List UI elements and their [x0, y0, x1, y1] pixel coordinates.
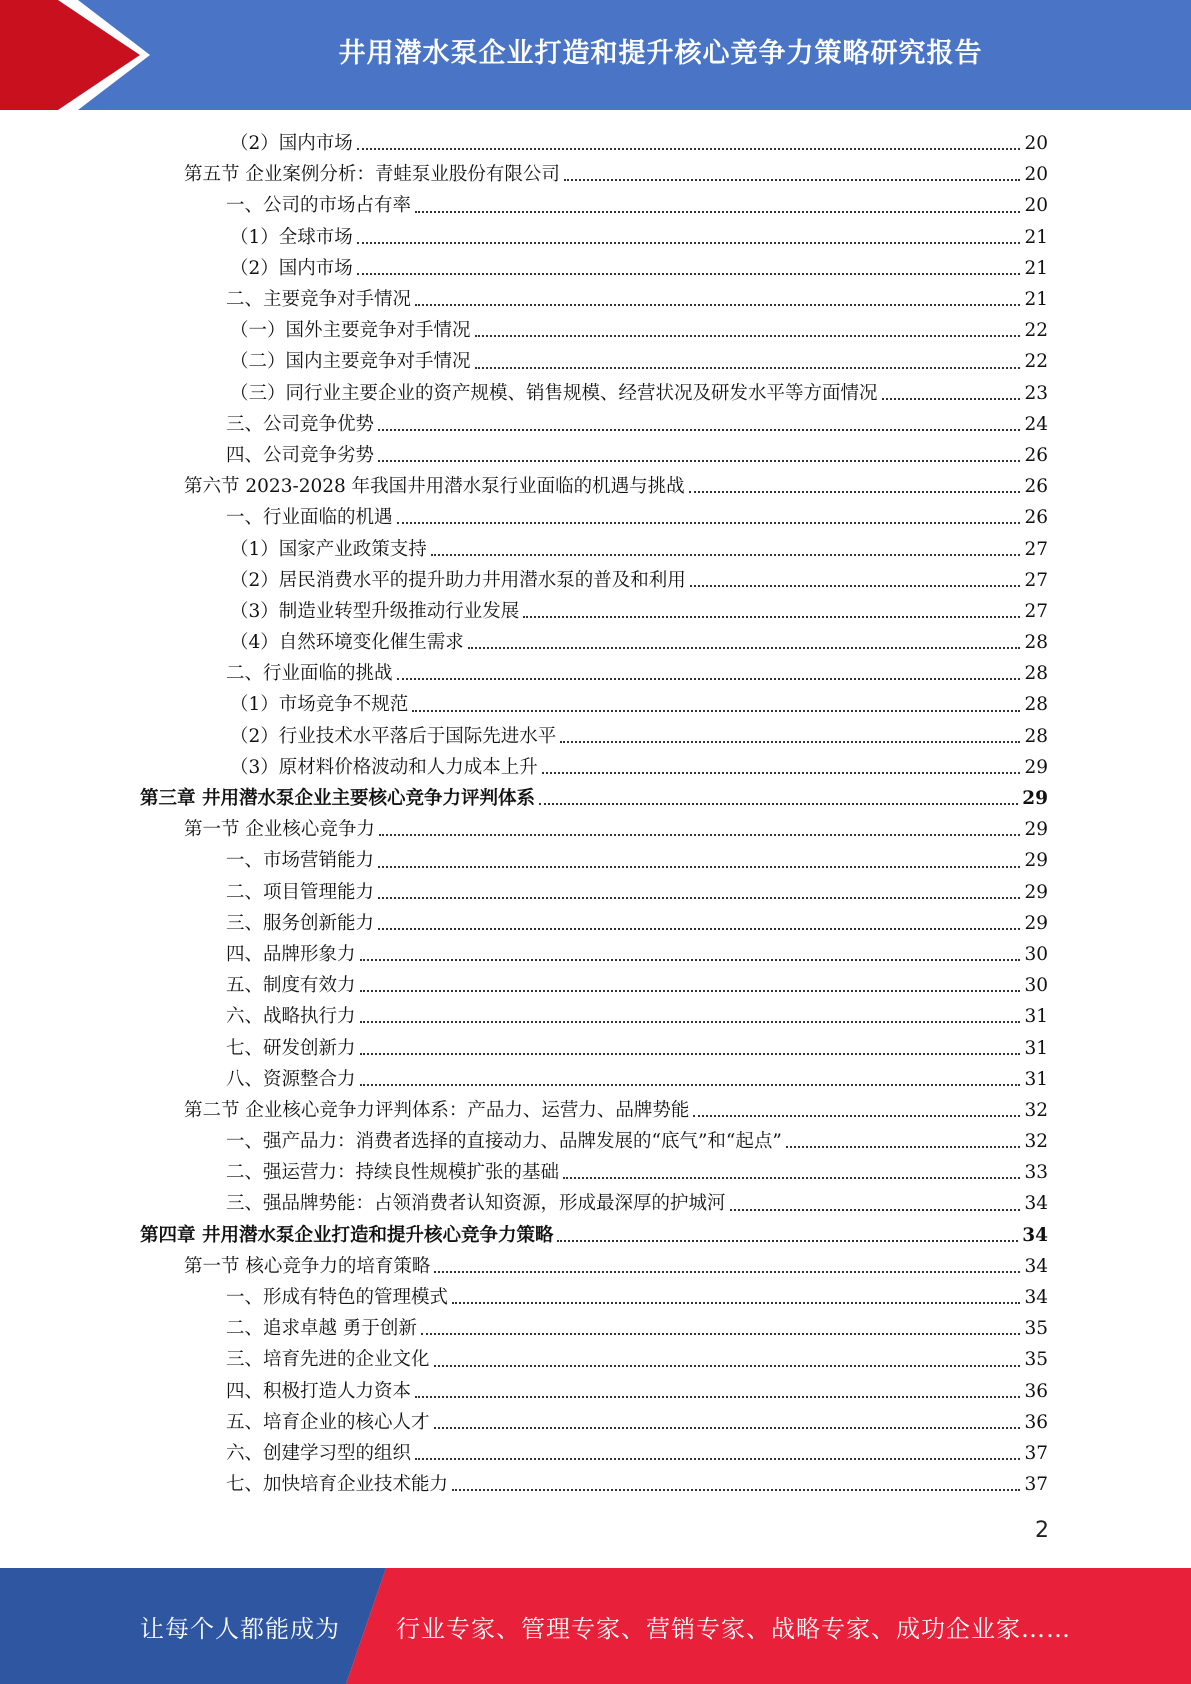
toc-entry[interactable]: [140, 1157, 1048, 1188]
toc-entry-title: 四、公司竞争劣势: [226, 444, 375, 466]
toc-entry[interactable]: [140, 1438, 1048, 1469]
toc-entry-page: 26: [1024, 507, 1048, 529]
toc-entry-page: 24: [1024, 413, 1048, 435]
toc-entry[interactable]: [140, 346, 1048, 377]
toc-entry[interactable]: [140, 783, 1048, 814]
toc-entry-page: 35: [1024, 1318, 1048, 1340]
page-number: 2: [1035, 1518, 1049, 1543]
toc-leader-dots: [357, 148, 1021, 150]
toc-leader-dots: [690, 585, 1021, 587]
toc-leader-dots: [564, 179, 1021, 181]
toc-entry-title: 第三章 井用潜水泵企业主要核心竞争力评判体系: [140, 788, 535, 810]
toc-entry[interactable]: [140, 752, 1048, 783]
toc-entry-page: 29: [1022, 788, 1048, 810]
toc-entry-title: 四、积极打造人力资本: [226, 1380, 412, 1402]
toc-entry-page: 34: [1022, 1224, 1048, 1246]
toc-entry-title: 四、品牌形象力: [226, 943, 356, 965]
toc-entry[interactable]: [140, 1407, 1048, 1438]
toc-leader-dots: [378, 928, 1020, 930]
toc-entry-page: 22: [1024, 320, 1048, 342]
toc-entry[interactable]: [140, 378, 1048, 409]
toc-leader-dots: [786, 1146, 1021, 1148]
toc-leader-dots: [882, 398, 1021, 400]
toc-entry-page: 35: [1024, 1349, 1048, 1371]
toc-entry-page: 28: [1024, 694, 1048, 716]
toc-leader-dots: [357, 242, 1021, 244]
toc-entry[interactable]: [140, 284, 1048, 315]
toc-entry[interactable]: [140, 128, 1048, 159]
toc-entry-title: 二、追求卓越 勇于创新: [226, 1318, 417, 1340]
toc-entry-title: 一、形成有特色的管理模式: [226, 1287, 449, 1309]
toc-entry[interactable]: [140, 159, 1048, 190]
toc-leader-dots: [360, 959, 1021, 961]
toc-entry-page: 37: [1024, 1474, 1048, 1496]
toc-entry-title: 二、行业面临的挑战: [226, 663, 393, 685]
toc-entry-page: 29: [1024, 819, 1048, 841]
toc-entry-page: 37: [1024, 1442, 1048, 1464]
toc-entry-page: 29: [1024, 881, 1048, 903]
toc-leader-dots: [397, 522, 1021, 524]
toc-leader-dots: [468, 647, 1021, 649]
toc-leader-dots: [378, 866, 1020, 868]
toc-entry-page: 23: [1024, 382, 1048, 404]
toc-entry[interactable]: [140, 533, 1048, 564]
toc-leader-dots: [378, 897, 1020, 899]
toc-leader-dots: [357, 273, 1021, 275]
toc-entry[interactable]: [140, 502, 1048, 533]
toc-entry-page: 32: [1024, 1131, 1048, 1153]
toc-entry[interactable]: [140, 596, 1048, 627]
toc-entry-title: （2）行业技术水平落后于国际先进水平: [230, 725, 557, 747]
toc-entry[interactable]: [140, 1095, 1048, 1126]
toc-entry[interactable]: [140, 877, 1048, 908]
toc-entry-page: 26: [1024, 476, 1048, 498]
toc-entry-page: 27: [1024, 538, 1048, 560]
toc-leader-dots: [560, 741, 1020, 743]
toc-entry-title: 五、培育企业的核心人才: [226, 1411, 430, 1433]
toc-entry[interactable]: [140, 1251, 1048, 1282]
footer-slogan-left: 让每个人都能成为: [140, 1614, 340, 1643]
toc-leader-dots: [360, 1021, 1021, 1023]
header-band: [0, 0, 1191, 110]
toc-leader-dots: [360, 1053, 1021, 1055]
toc-entry-page: 29: [1024, 756, 1048, 778]
toc-entry-title: （1）市场竞争不规范: [230, 694, 409, 716]
toc-entry-title: 三、强品牌势能：占领消费者认知资源，形成最深厚的护城河: [226, 1193, 726, 1215]
toc-leader-dots: [523, 616, 1020, 618]
toc-leader-dots: [360, 1084, 1021, 1086]
toc-leader-dots: [415, 1458, 1020, 1460]
toc-entry-title: （2）国内市场: [230, 133, 353, 155]
toc-leader-dots: [415, 304, 1020, 306]
toc-entry[interactable]: [140, 222, 1048, 253]
toc-entry-title: （4）自然环境变化催生需求: [230, 632, 464, 654]
toc-leader-dots: [378, 429, 1020, 431]
toc-leader-dots: [689, 491, 1021, 493]
toc-entry-title: （1）国家产业政策支持: [230, 538, 427, 560]
toc-leader-dots: [360, 990, 1021, 992]
toc-entry-title: （2）国内市场: [230, 257, 353, 279]
toc-entry-title: 二、强运营力：持续良性规模扩张的基础: [226, 1162, 560, 1184]
toc-entry-page: 21: [1024, 226, 1048, 248]
toc-entry[interactable]: [140, 1064, 1048, 1095]
toc-leader-dots: [452, 1302, 1020, 1304]
toc-entry-title: 第五节 企业案例分析：青蛙泵业股份有限公司: [184, 164, 560, 186]
toc-entry-title: 六、战略执行力: [226, 1006, 356, 1028]
toc-entry[interactable]: [140, 315, 1048, 346]
footer-slogan-right: 行业专家、管理专家、营销专家、战略专家、成功企业家……: [396, 1614, 1071, 1643]
toc-entry-title: 三、服务创新能力: [226, 912, 375, 934]
toc-entry-title: 二、项目管理能力: [226, 881, 375, 903]
toc-entry[interactable]: [140, 1001, 1048, 1032]
toc-entry-title: 第四章 井用潜水泵企业打造和提升核心竞争力策略: [140, 1224, 554, 1246]
toc-entry-title: 三、公司竞争优势: [226, 413, 375, 435]
toc-entry-title: （2）居民消费水平的提升助力井用潜水泵的普及和利用: [230, 569, 686, 591]
toc-entry-title: 七、加快培育企业技术能力: [226, 1474, 449, 1496]
toc-entry-title: （三）同行业主要企业的资产规模、销售规模、经营状况及研发水平等方面情况: [230, 382, 878, 404]
toc-entry-page: 34: [1024, 1193, 1048, 1215]
toc-entry-page: 30: [1024, 975, 1048, 997]
toc-leader-dots: [421, 1333, 1021, 1335]
toc-entry[interactable]: [140, 721, 1048, 752]
toc-leader-dots: [563, 1177, 1020, 1179]
toc-entry[interactable]: [140, 1344, 1048, 1375]
toc-entry-page: 31: [1024, 1006, 1048, 1028]
toc-entry[interactable]: [140, 1032, 1048, 1063]
toc-entry-title: 一、行业面临的机遇: [226, 507, 393, 529]
toc-entry-page: 36: [1024, 1411, 1048, 1433]
toc-entry-page: 29: [1024, 912, 1048, 934]
toc-leader-dots: [693, 1115, 1020, 1117]
toc-entry-title: （一）国外主要竞争对手情况: [230, 320, 471, 342]
toc-entry[interactable]: [140, 939, 1048, 970]
toc-leader-dots: [539, 803, 1018, 805]
toc-entry-title: （3）制造业转型升级推动行业发展: [230, 600, 520, 622]
toc-entry[interactable]: [140, 190, 1048, 221]
toc-entry[interactable]: [140, 814, 1048, 845]
toc-entry-page: 31: [1024, 1037, 1048, 1059]
toc-entry-page: 34: [1024, 1255, 1048, 1277]
toc-entry-page: 29: [1024, 850, 1048, 872]
toc-entry[interactable]: [140, 1126, 1048, 1157]
toc-entry-title: 七、研发创新力: [226, 1037, 356, 1059]
toc-entry-page: 21: [1024, 289, 1048, 311]
toc-entry-page: 31: [1024, 1068, 1048, 1090]
toc-entry-title: 五、制度有效力: [226, 975, 356, 997]
toc-leader-dots: [434, 1271, 1020, 1273]
toc-entry[interactable]: [140, 253, 1048, 284]
toc-entry-title: 第一节 核心竞争力的培育策略: [184, 1255, 431, 1277]
toc-entry[interactable]: [140, 845, 1048, 876]
toc-entry-page: 21: [1024, 257, 1048, 279]
toc-entry[interactable]: [140, 627, 1048, 658]
toc-entry[interactable]: [140, 1313, 1048, 1344]
toc-entry[interactable]: [140, 908, 1048, 939]
toc-entry-title: 一、强产品力：消费者选择的直接动力、品牌发展的“底气”和“起点”: [226, 1131, 782, 1153]
toc-leader-dots: [434, 1427, 1021, 1429]
toc-leader-dots: [379, 834, 1021, 836]
toc-entry-page: 36: [1024, 1380, 1048, 1402]
toc-entry-page: 34: [1024, 1287, 1048, 1309]
toc-entry-title: 二、主要竞争对手情况: [226, 289, 412, 311]
toc-entry-title: 一、市场营销能力: [226, 850, 375, 872]
toc-entry[interactable]: [140, 1188, 1048, 1219]
toc-leader-dots: [730, 1209, 1021, 1211]
toc-entry-title: 一、公司的市场占有率: [226, 195, 412, 217]
toc-entry-title: 三、培育先进的企业文化: [226, 1349, 430, 1371]
toc-entry-title: （二）国内主要竞争对手情况: [230, 351, 471, 373]
toc-leader-dots: [378, 460, 1020, 462]
header-arrow-icon: [0, 0, 160, 110]
toc-entry-page: 28: [1024, 632, 1048, 654]
toc-entry[interactable]: [140, 1220, 1048, 1251]
toc-entry[interactable]: [140, 1376, 1048, 1407]
toc-entry-page: 32: [1024, 1099, 1048, 1121]
toc-entry-page: 26: [1024, 444, 1048, 466]
toc-entry-page: 20: [1024, 195, 1048, 217]
toc-entry-title: 第六节 2023-2028 年我国井用潜水泵行业面临的机遇与挑战: [184, 476, 685, 498]
toc-entry-page: 28: [1024, 663, 1048, 685]
toc-entry[interactable]: [140, 689, 1048, 720]
toc-entry-page: 20: [1024, 133, 1048, 155]
toc-leader-dots: [412, 710, 1020, 712]
report-title: 井用潜水泵企业打造和提升核心竞争力策略研究报告: [338, 37, 983, 69]
toc-leader-dots: [397, 678, 1021, 680]
toc-entry-page: 28: [1024, 725, 1048, 747]
toc-entry-page: 27: [1024, 600, 1048, 622]
toc-leader-dots: [452, 1489, 1020, 1491]
toc-leader-dots: [415, 1396, 1020, 1398]
toc-entry[interactable]: [140, 658, 1048, 689]
table-of-contents: [140, 128, 1048, 1500]
toc-entry[interactable]: [140, 1282, 1048, 1313]
toc-entry-title: 第一节 企业核心竞争力: [184, 819, 375, 841]
toc-leader-dots: [415, 211, 1020, 213]
toc-entry[interactable]: [140, 970, 1048, 1001]
toc-entry[interactable]: [140, 1469, 1048, 1500]
toc-entry-title: （3）原材料价格波动和人力成本上升: [230, 756, 538, 778]
toc-leader-dots: [557, 1240, 1018, 1242]
toc-entry-page: 27: [1024, 569, 1048, 591]
toc-entry[interactable]: [140, 440, 1048, 471]
toc-leader-dots: [434, 1365, 1021, 1367]
toc-entry-title: 六、创建学习型的组织: [226, 1442, 412, 1464]
toc-entry-page: 20: [1024, 164, 1048, 186]
toc-entry-title: 第二节 企业核心竞争力评判体系：产品力、运营力、品牌势能: [184, 1099, 690, 1121]
toc-entry[interactable]: [140, 565, 1048, 596]
toc-entry-title: （1）全球市场: [230, 226, 353, 248]
toc-entry-title: 八、资源整合力: [226, 1068, 356, 1090]
toc-entry-page: 33: [1024, 1162, 1048, 1184]
toc-leader-dots: [475, 367, 1021, 369]
toc-leader-dots: [431, 554, 1021, 556]
toc-leader-dots: [542, 772, 1021, 774]
toc-entry[interactable]: [140, 409, 1048, 440]
toc-entry-page: 22: [1024, 351, 1048, 373]
toc-leader-dots: [475, 335, 1021, 337]
footer-band: [0, 1568, 1191, 1684]
toc-entry-page: 30: [1024, 943, 1048, 965]
toc-entry[interactable]: [140, 471, 1048, 502]
